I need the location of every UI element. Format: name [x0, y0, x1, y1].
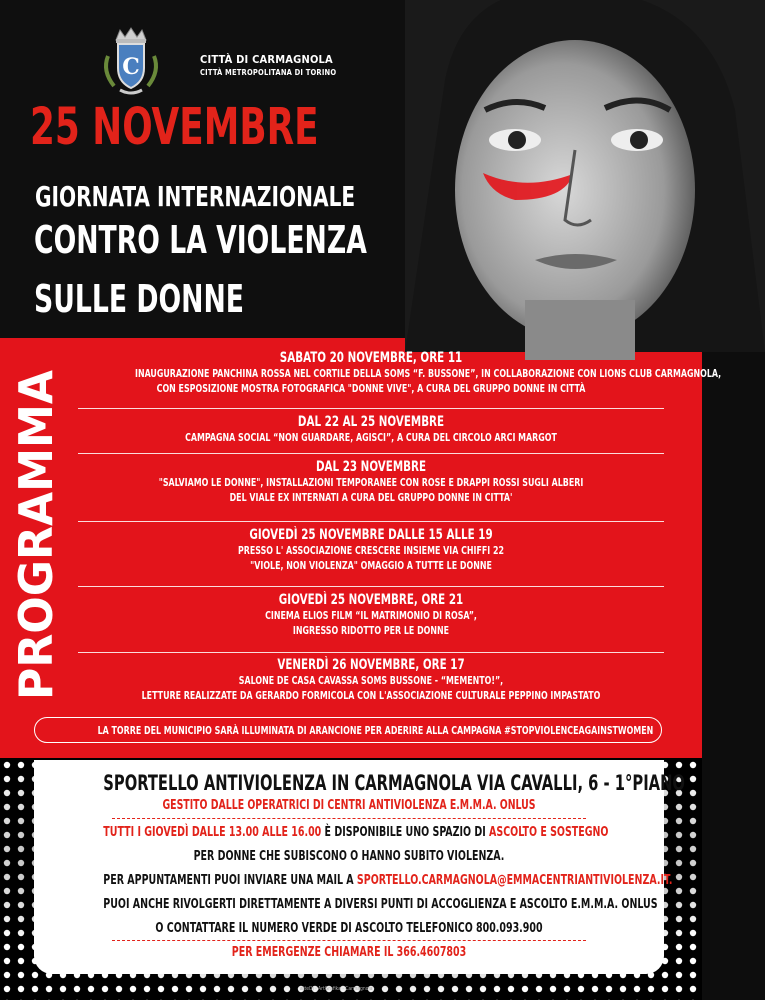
- sportello-info-box: [34, 760, 685, 974]
- event-item: [76, 350, 722, 396]
- event-when: DAL 22 AL 25 NOVEMBRE: [297, 414, 445, 430]
- event-desc: PRESSO L' ASSOCIAZIONE CRESCERE INSIEME VIA CHIFFI 22: [237, 544, 505, 557]
- event-desc: CINEMA ELIOS FILM “IL MATRIMONIO DI ROSA”,: [265, 609, 477, 622]
- event-divider: [78, 453, 664, 454]
- event-item: [76, 657, 666, 703]
- sportello-subtitle: GESTITO DALLE OPERATRICI DI CENTRI ANTIVIOLENZA E.M.M.A. ONLUS: [162, 798, 536, 813]
- sportello-line-email: [103, 872, 673, 888]
- tower-notice: LA TORRE DEL MUNICIPIO SARÀ ILLUMINATA DI ARANCIONE PER ADERIRE ALLA CAMPAGNA #STOPVIOLENCEAGAINSTWOMEN: [97, 724, 654, 737]
- subtitle-giornata: GIORNATA INTERNAZIONALE: [35, 180, 356, 213]
- event-desc: INAUGURAZIONE PANCHINA ROSSA NEL CORTILE DELLA SOMS “F. BUSSONE”, IN COLLABORAZIONE CON LIONS CLUB CARMAGNOLA,: [135, 367, 722, 380]
- sportello-line-emergency: PER EMERGENZE CHIAMARE IL 366.4607803: [231, 944, 467, 960]
- sportello-line-points: PUOI ANCHE RIVOLGERTI DIRETTAMENTE A DIVERSI PUNTI DI ACCOGLIENZA E ASCOLTO E.M.M.A. ONLUS: [103, 896, 658, 912]
- event-desc: CAMPAGNA SOCIAL “NON GUARDARE, AGISCI”, A CURA DEL CIRCOLO ARCI MARGOT: [185, 431, 557, 444]
- sportello-line-phone: O CONTATTARE IL NUMERO VERDE DI ASCOLTO TELEFONICO 800.093.900: [155, 920, 543, 936]
- sportello-line-target: PER DONNE CHE SUBISCONO O HANNO SUBITO VIOLENZA.: [193, 848, 505, 864]
- email-link[interactable]: SPORTELLO.CARMAGNOLA@EMMACENTRIANTIVIOLENZA.IT.: [356, 872, 673, 888]
- tower-notice-box: [34, 717, 662, 743]
- city-crest-logo: [100, 26, 162, 96]
- city-name: CITTÀ DI CARMAGNOLA: [200, 53, 333, 66]
- event-when: GIOVEDÌ 25 NOVEMBRE, ORE 21: [278, 592, 464, 608]
- sportello-divider: [112, 940, 586, 941]
- event-when: SABATO 20 NOVEMBRE, ORE 11: [279, 350, 463, 366]
- svg-text:C: C: [122, 54, 140, 80]
- sportello-title: SPORTELLO ANTIVIOLENZA IN CARMAGNOLA VIA CAVALLI, 6 - 1°PIANO: [103, 771, 685, 795]
- event-divider: [78, 521, 664, 522]
- hours-text: TUTTI I GIOVEDÌ DALLE 13.00 ALLE 16.00: [103, 824, 322, 840]
- event-divider: [78, 652, 664, 653]
- event-divider: [78, 586, 664, 587]
- event-when: DAL 23 NOVEMBRE: [315, 459, 427, 475]
- event-desc: LETTURE REALIZZATE DA GERARDO FORMICOLA CON L'ASSOCIAZIONE CULTURALE PEPPINO IMPASTATO: [141, 689, 601, 702]
- event-desc: DEL VIALE EX INTERNATI A CURA DEL GRUPPO DONNE IN CITTA': [229, 491, 513, 504]
- event-desc: INGRESSO RIDOTTO PER LE DONNE: [292, 624, 450, 637]
- event-desc: CON ESPOSIZIONE MOSTRA FOTOGRAFICA "DONNE VIVE", A CURA DEL GRUPPO DONNE IN CITTÀ: [156, 382, 586, 395]
- programma-vertical-label: [9, 355, 63, 703]
- event-item: [76, 459, 666, 505]
- sportello-line-hours: [103, 824, 609, 840]
- event-when: VENERDÌ 26 NOVEMBRE, ORE 17: [277, 657, 465, 673]
- event-desc: "VIOLE, NON VIOLENZA" OMAGGIO A TUTTE LE DONNE: [250, 559, 492, 572]
- date-title: 25 NOVEMBRE: [30, 98, 319, 157]
- woman-portrait-photo: [405, 0, 765, 352]
- event-divider: [78, 408, 664, 409]
- support-text: ASCOLTO E SOSTEGNO: [489, 824, 609, 840]
- sportello-divider: [112, 818, 586, 819]
- event-desc: "SALVIAMO LE DONNE", INSTALLAZIONI TEMPORANEE CON ROSE E DRAPPI ROSSI SUGLI ALBERI: [158, 476, 584, 489]
- portrait-illustration: [405, 0, 765, 352]
- event-item: [76, 527, 666, 573]
- event-when: GIOVEDÌ 25 NOVEMBRE DALLE 15 ALLE 19: [249, 527, 493, 543]
- event-item: [76, 592, 666, 638]
- city-subtitle: CITTÀ METROPOLITANA DI TORINO: [200, 68, 337, 77]
- subtitle-contro: CONTRO LA VIOLENZA: [34, 218, 367, 262]
- programma-label: PROGRAMMA: [9, 355, 63, 700]
- event-item: [76, 414, 666, 445]
- subtitle-donne: SULLE DONNE: [34, 277, 245, 321]
- email-intro: PER APPUNTAMENTI PUOI INVIARE UNA MAIL A: [103, 872, 357, 888]
- print-credit: atteDi · ArtGrafika · Carmagnola: [300, 986, 373, 992]
- event-desc: SALONE DE CASA CAVASSA SOMS BUSSONE - “MEMENTO!”,: [238, 674, 504, 687]
- available-text: È DISPONIBILE UNO SPAZIO DI: [321, 824, 490, 840]
